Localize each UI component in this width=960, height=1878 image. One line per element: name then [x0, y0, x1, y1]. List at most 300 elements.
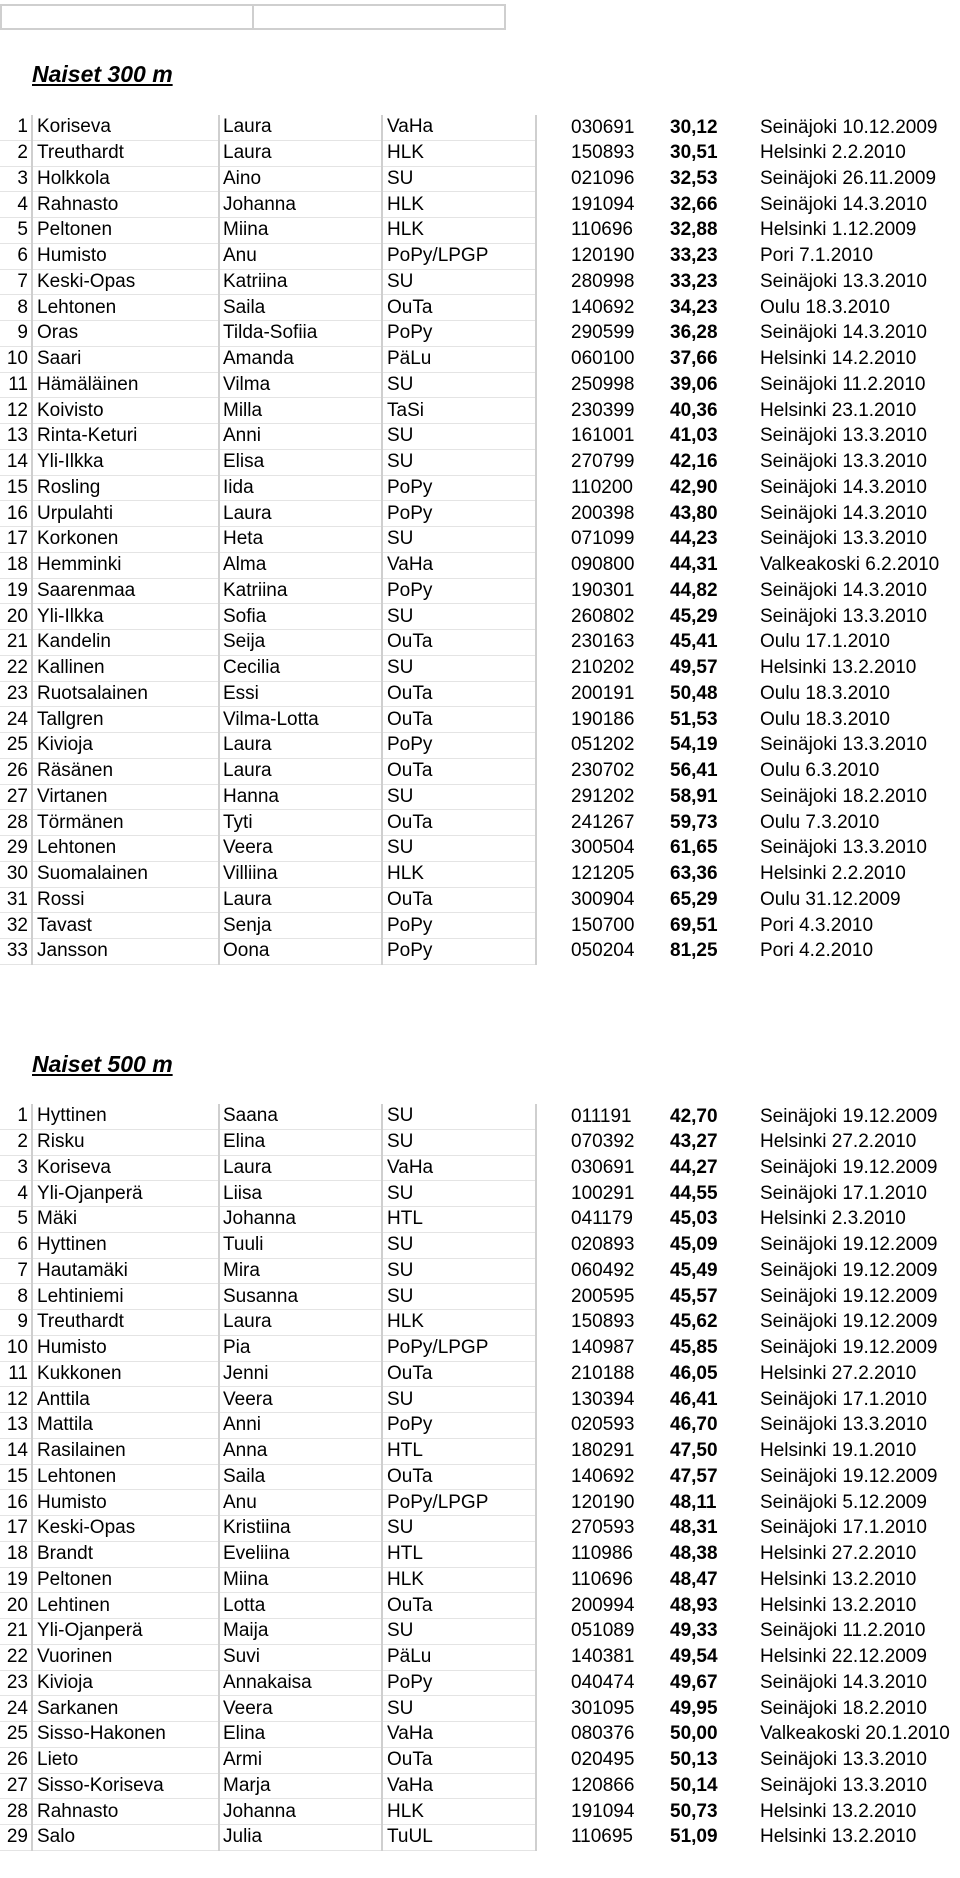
birthdate-cell: 301095 [571, 1697, 635, 1719]
time-cell: 49,95 [670, 1697, 718, 1719]
club-cell: TuUL [382, 1825, 536, 1851]
venue-date-cell: Helsinki 13.2.2010 [760, 1800, 917, 1822]
birthdate-cell: 230399 [571, 399, 635, 421]
rank-cell: 32 [0, 913, 32, 939]
result-row [0, 140, 959, 166]
rank-cell: 3 [0, 166, 32, 192]
time-cell: 39,06 [670, 373, 718, 395]
club-cell: PoPy [382, 475, 536, 501]
venue-date-cell: Seinäjoki 14.3.2010 [760, 502, 927, 524]
birthdate-cell: 210188 [571, 1362, 635, 1384]
rank-cell: 1 [0, 1104, 32, 1129]
result-row [0, 398, 959, 424]
result-row [0, 1387, 959, 1413]
result-row [0, 1773, 959, 1799]
result-row [0, 1413, 959, 1439]
firstname-cell: Milla [219, 398, 382, 424]
birthdate-cell: 071099 [571, 528, 635, 550]
rank-cell: 29 [0, 1825, 32, 1851]
birthdate-cell: 051202 [571, 734, 635, 756]
result-row [0, 218, 959, 244]
result-row [0, 655, 959, 681]
club-cell: SU [382, 269, 536, 295]
firstname-cell: Johanna [219, 1799, 382, 1825]
club-cell: SU [382, 1516, 536, 1542]
firstname-cell: Laura [219, 758, 382, 784]
lastname-cell: Sisso-Hakonen [32, 1722, 219, 1748]
rank-cell: 25 [0, 733, 32, 759]
rank-cell: 22 [0, 655, 32, 681]
birthdate-cell: 200994 [571, 1594, 635, 1616]
result-row [0, 1516, 959, 1542]
result-row [0, 527, 959, 553]
venue-date-cell: Seinäjoki 18.2.2010 [760, 1697, 927, 1719]
rank-cell: 24 [0, 707, 32, 733]
lastname-cell: Lehtonen [32, 1464, 219, 1490]
firstname-cell: Annakaisa [219, 1670, 382, 1696]
club-cell: SU [382, 527, 536, 553]
rank-cell: 2 [0, 1129, 32, 1155]
result-row [0, 552, 959, 578]
lastname-cell: Humisto [32, 1490, 219, 1516]
firstname-cell: Amanda [219, 346, 382, 372]
lastname-cell: Rinta-Keturi [32, 424, 219, 450]
lastname-cell: Hyttinen [32, 1232, 219, 1258]
club-cell: SU [382, 1284, 536, 1310]
lastname-cell: Lehtiniemi [32, 1284, 219, 1310]
venue-date-cell: Helsinki 14.2.2010 [760, 348, 917, 370]
firstname-cell: Miina [219, 218, 382, 244]
lastname-cell: Yli-Ojanperä [32, 1619, 219, 1645]
birthdate-cell: 051089 [571, 1620, 635, 1642]
firstname-cell: Essi [219, 681, 382, 707]
birthdate-cell: 110695 [571, 1826, 633, 1848]
time-cell: 56,41 [670, 760, 718, 782]
section-title-500m: Naiset 500 m [32, 1051, 173, 1077]
firstname-cell: Seija [219, 630, 382, 656]
result-row [0, 1541, 959, 1567]
result-row [0, 1335, 959, 1361]
club-cell: HLK [382, 192, 536, 218]
time-cell: 51,53 [670, 708, 718, 730]
result-row [0, 836, 959, 862]
club-cell: PäLu [382, 346, 536, 372]
rank-cell: 26 [0, 1747, 32, 1773]
venue-date-cell: Oulu 18.3.2010 [760, 682, 890, 704]
birthdate-cell: 300904 [571, 888, 635, 910]
venue-date-cell: Helsinki 13.2.2010 [760, 657, 917, 679]
time-cell: 44,23 [670, 528, 718, 550]
time-cell: 48,11 [670, 1491, 717, 1513]
result-row [0, 707, 959, 733]
result-row [0, 1490, 959, 1516]
lastname-cell: Tallgren [32, 707, 219, 733]
birthdate-cell: 080376 [571, 1723, 635, 1745]
firstname-cell: Maija [219, 1619, 382, 1645]
rank-cell: 21 [0, 630, 32, 656]
lastname-cell: Hautamäki [32, 1258, 219, 1284]
birthdate-cell: 140692 [571, 296, 635, 318]
lastname-cell: Saari [32, 346, 219, 372]
club-cell: HLK [382, 218, 536, 244]
birthdate-cell: 150700 [571, 914, 635, 936]
birthdate-cell: 150893 [571, 142, 635, 164]
club-cell: HLK [382, 1567, 536, 1593]
club-cell: SU [382, 1696, 536, 1722]
lastname-cell: Törmänen [32, 810, 219, 836]
time-cell: 58,91 [670, 785, 718, 807]
venue-date-cell: Pori 4.3.2010 [760, 914, 874, 936]
birthdate-cell: 040474 [571, 1671, 635, 1693]
rank-cell: 20 [0, 604, 32, 630]
birthdate-cell: 020495 [571, 1749, 635, 1771]
lastname-cell: Oras [32, 321, 219, 347]
lastname-cell: Koivisto [32, 398, 219, 424]
birthdate-cell: 191094 [571, 193, 635, 215]
time-cell: 50,13 [670, 1749, 718, 1771]
birthdate-cell: 060492 [571, 1259, 635, 1281]
result-row [0, 1619, 959, 1645]
venue-date-cell: Seinäjoki 17.1.2010 [760, 1388, 927, 1410]
firstname-cell: Julia [219, 1825, 382, 1851]
venue-date-cell: Seinäjoki 10.12.2009 [760, 116, 938, 138]
time-cell: 50,14 [670, 1774, 718, 1796]
top-grid-strip [0, 4, 506, 30]
result-row [0, 1644, 959, 1670]
firstname-cell: Anni [219, 424, 382, 450]
result-row [0, 1593, 959, 1619]
rank-cell: 33 [0, 939, 32, 965]
firstname-cell: Vilma [219, 372, 382, 398]
rank-cell: 25 [0, 1722, 32, 1748]
result-row [0, 1155, 959, 1181]
firstname-cell: Eveliina [219, 1541, 382, 1567]
venue-date-cell: Helsinki 23.1.2010 [760, 399, 917, 421]
birthdate-cell: 060100 [571, 348, 635, 370]
firstname-cell: Kristiina [219, 1516, 382, 1542]
birthdate-cell: 021096 [571, 167, 635, 189]
lastname-cell: Anttila [32, 1387, 219, 1413]
venue-date-cell: Helsinki 19.1.2010 [760, 1440, 917, 1462]
lastname-cell: Rahnasto [32, 1799, 219, 1825]
rank-cell: 3 [0, 1155, 32, 1181]
time-cell: 33,23 [670, 245, 718, 267]
lastname-cell: Rasilainen [32, 1438, 219, 1464]
firstname-cell: Laura [219, 733, 382, 759]
result-row [0, 1181, 959, 1207]
time-cell: 42,16 [670, 451, 718, 473]
birthdate-cell: 140381 [571, 1646, 635, 1668]
result-row [0, 501, 959, 527]
venue-date-cell: Seinäjoki 13.3.2010 [760, 425, 927, 447]
result-row [0, 295, 959, 321]
time-cell: 49,57 [670, 657, 718, 679]
venue-date-cell: Seinäjoki 14.3.2010 [760, 322, 927, 344]
birthdate-cell: 270799 [571, 451, 635, 473]
result-row [0, 784, 959, 810]
birthdate-cell: 290599 [571, 322, 635, 344]
firstname-cell: Laura [219, 1310, 382, 1336]
birthdate-cell: 140692 [571, 1465, 635, 1487]
birthdate-cell: 190301 [571, 579, 635, 601]
rank-cell: 24 [0, 1696, 32, 1722]
firstname-cell: Saana [219, 1104, 382, 1129]
time-cell: 81,25 [670, 940, 718, 962]
birthdate-cell: 280998 [571, 270, 635, 292]
club-cell: OuTa [382, 758, 536, 784]
lastname-cell: Salo [32, 1825, 219, 1851]
venue-date-cell: Valkeakoski 6.2.2010 [760, 554, 940, 576]
venue-date-cell: Seinäjoki 13.3.2010 [760, 1774, 927, 1796]
rank-cell: 18 [0, 552, 32, 578]
result-row [0, 243, 959, 269]
lastname-cell: Peltonen [32, 1567, 219, 1593]
firstname-cell: Anu [219, 243, 382, 269]
lastname-cell: Hyttinen [32, 1104, 219, 1129]
firstname-cell: Veera [219, 836, 382, 862]
birthdate-cell: 110696 [571, 219, 633, 241]
result-row [0, 372, 959, 398]
rank-cell: 9 [0, 321, 32, 347]
time-cell: 49,54 [670, 1646, 718, 1668]
time-cell: 32,53 [670, 167, 718, 189]
time-cell: 32,88 [670, 219, 718, 241]
result-row [0, 1670, 959, 1696]
venue-date-cell: Seinäjoki 11.2.2010 [760, 1620, 926, 1642]
venue-date-cell: Helsinki 13.2.2010 [760, 1594, 917, 1616]
results-table-500m [0, 1104, 960, 1851]
time-cell: 45,03 [670, 1208, 718, 1230]
firstname-cell: Alma [219, 552, 382, 578]
venue-date-cell: Seinäjoki 13.3.2010 [760, 1749, 927, 1771]
lastname-cell: Brandt [32, 1541, 219, 1567]
venue-date-cell: Oulu 18.3.2010 [760, 296, 890, 318]
firstname-cell: Laura [219, 1155, 382, 1181]
lastname-cell: Humisto [32, 243, 219, 269]
time-cell: 59,73 [670, 811, 718, 833]
lastname-cell: Kallinen [32, 655, 219, 681]
time-cell: 45,29 [670, 605, 718, 627]
rank-cell: 14 [0, 449, 32, 475]
rank-cell: 14 [0, 1438, 32, 1464]
lastname-cell: Keski-Opas [32, 269, 219, 295]
rank-cell: 6 [0, 1232, 32, 1258]
firstname-cell: Tilda-Sofiia [219, 321, 382, 347]
venue-date-cell: Pori 4.2.2010 [760, 940, 874, 962]
club-cell: PoPy [382, 1413, 536, 1439]
venue-date-cell: Seinäjoki 19.12.2009 [760, 1156, 938, 1178]
rank-cell: 28 [0, 1799, 32, 1825]
club-cell: PoPy [382, 578, 536, 604]
firstname-cell: Laura [219, 887, 382, 913]
birthdate-cell: 020593 [571, 1414, 635, 1436]
firstname-cell: Jenni [219, 1361, 382, 1387]
time-cell: 40,36 [670, 399, 718, 421]
birthdate-cell: 120190 [571, 245, 635, 267]
lastname-cell: Mattila [32, 1413, 219, 1439]
lastname-cell: Holkkola [32, 166, 219, 192]
time-cell: 48,31 [670, 1517, 718, 1539]
firstname-cell: Anu [219, 1490, 382, 1516]
result-row [0, 604, 959, 630]
lastname-cell: Kivioja [32, 1670, 219, 1696]
club-cell: HLK [382, 1310, 536, 1336]
result-row [0, 115, 959, 140]
firstname-cell: Pia [219, 1335, 382, 1361]
result-row [0, 192, 959, 218]
firstname-cell: Anni [219, 1413, 382, 1439]
rank-cell: 23 [0, 681, 32, 707]
lastname-cell: Hämäläinen [32, 372, 219, 398]
time-cell: 34,23 [670, 296, 718, 318]
club-cell: SU [382, 166, 536, 192]
venue-date-cell: Seinäjoki 13.3.2010 [760, 837, 927, 859]
time-cell: 46,70 [670, 1414, 718, 1436]
rank-cell: 17 [0, 527, 32, 553]
rank-cell: 5 [0, 218, 32, 244]
lastname-cell: Risku [32, 1129, 219, 1155]
firstname-cell: Veera [219, 1387, 382, 1413]
venue-date-cell: Helsinki 2.2.2010 [760, 863, 906, 885]
club-cell: SU [382, 372, 536, 398]
club-cell: SU [382, 449, 536, 475]
time-cell: 36,28 [670, 322, 718, 344]
lastname-cell: Yli-Ojanperä [32, 1181, 219, 1207]
club-cell: PoPy/LPGP [382, 243, 536, 269]
birthdate-cell: 120866 [571, 1774, 635, 1796]
firstname-cell: Elisa [219, 449, 382, 475]
empty-cell [253, 5, 505, 29]
club-cell: HLK [382, 140, 536, 166]
time-cell: 44,55 [670, 1182, 718, 1204]
firstname-cell: Marja [219, 1773, 382, 1799]
club-cell: TaSi [382, 398, 536, 424]
birthdate-cell: 300504 [571, 837, 635, 859]
birthdate-cell: 110696 [571, 1568, 633, 1590]
firstname-cell: Saila [219, 295, 382, 321]
birthdate-cell: 030691 [571, 1156, 635, 1178]
venue-date-cell: Helsinki 22.12.2009 [760, 1646, 927, 1668]
result-row [0, 424, 959, 450]
time-cell: 65,29 [670, 888, 718, 910]
venue-date-cell: Oulu 18.3.2010 [760, 708, 890, 730]
birthdate-cell: 120190 [571, 1491, 635, 1513]
rank-cell: 7 [0, 269, 32, 295]
result-row [0, 1464, 959, 1490]
rank-cell: 30 [0, 861, 32, 887]
club-cell: OuTa [382, 1593, 536, 1619]
rank-cell: 13 [0, 424, 32, 450]
venue-date-cell: Helsinki 2.2.2010 [760, 142, 906, 164]
firstname-cell: Oona [219, 939, 382, 965]
rank-cell: 15 [0, 475, 32, 501]
rank-cell: 12 [0, 1387, 32, 1413]
result-row [0, 346, 959, 372]
firstname-cell: Tuuli [219, 1232, 382, 1258]
rank-cell: 1 [0, 115, 32, 140]
birthdate-cell: 121205 [571, 863, 635, 885]
rank-cell: 19 [0, 1567, 32, 1593]
club-cell: OuTa [382, 1464, 536, 1490]
result-row [0, 578, 959, 604]
time-cell: 46,41 [670, 1388, 718, 1410]
venue-date-cell: Seinäjoki 13.3.2010 [760, 451, 927, 473]
lastname-cell: Hemminki [32, 552, 219, 578]
club-cell: SU [382, 1619, 536, 1645]
result-row [0, 861, 959, 887]
lastname-cell: Peltonen [32, 218, 219, 244]
rank-cell: 18 [0, 1541, 32, 1567]
time-cell: 50,73 [670, 1800, 718, 1822]
venue-date-cell: Helsinki 1.12.2009 [760, 219, 917, 241]
result-row [0, 1438, 959, 1464]
venue-date-cell: Seinäjoki 11.2.2010 [760, 373, 926, 395]
result-row [0, 1310, 959, 1336]
club-cell: HLK [382, 861, 536, 887]
birthdate-cell: 230163 [571, 631, 635, 653]
club-cell: SU [382, 1181, 536, 1207]
section-title-300m: Naiset 300 m [32, 61, 173, 87]
firstname-cell: Cecilia [219, 655, 382, 681]
firstname-cell: Johanna [219, 192, 382, 218]
venue-date-cell: Seinäjoki 14.3.2010 [760, 1671, 927, 1693]
club-cell: SU [382, 836, 536, 862]
lastname-cell: Rosling [32, 475, 219, 501]
rank-cell: 19 [0, 578, 32, 604]
club-cell: OuTa [382, 295, 536, 321]
rank-cell: 10 [0, 346, 32, 372]
result-row [0, 1696, 959, 1722]
time-cell: 48,93 [670, 1594, 718, 1616]
firstname-cell: Liisa [219, 1181, 382, 1207]
birthdate-cell: 150893 [571, 1311, 635, 1333]
firstname-cell: Katriina [219, 578, 382, 604]
lastname-cell: Lehtonen [32, 836, 219, 862]
club-cell: SU [382, 1129, 536, 1155]
lastname-cell: Koriseva [32, 1155, 219, 1181]
lastname-cell: Vuorinen [32, 1644, 219, 1670]
lastname-cell: Urpulahti [32, 501, 219, 527]
time-cell: 54,19 [670, 734, 718, 756]
rank-cell: 4 [0, 1181, 32, 1207]
lastname-cell: Jansson [32, 939, 219, 965]
firstname-cell: Armi [219, 1747, 382, 1773]
lastname-cell: Lehtonen [32, 295, 219, 321]
time-cell: 43,27 [670, 1131, 718, 1153]
birthdate-cell: 110986 [571, 1543, 633, 1565]
club-cell: SU [382, 1258, 536, 1284]
club-cell: OuTa [382, 1747, 536, 1773]
venue-date-cell: Oulu 31.12.2009 [760, 888, 901, 910]
result-row [0, 733, 959, 759]
club-cell: PoPy [382, 1670, 536, 1696]
lastname-cell: Koriseva [32, 115, 219, 140]
time-cell: 63,36 [670, 863, 718, 885]
time-cell: 37,66 [670, 348, 718, 370]
result-row [0, 1207, 959, 1233]
firstname-cell: Johanna [219, 1207, 382, 1233]
venue-date-cell: Seinäjoki 17.1.2010 [760, 1517, 927, 1539]
time-cell: 32,66 [670, 193, 718, 215]
rank-cell: 23 [0, 1670, 32, 1696]
birthdate-cell: 161001 [571, 425, 635, 447]
venue-date-cell: Oulu 7.3.2010 [760, 811, 880, 833]
lastname-cell: Kukkonen [32, 1361, 219, 1387]
lastname-cell: Virtanen [32, 784, 219, 810]
result-row [0, 630, 959, 656]
rank-cell: 27 [0, 1773, 32, 1799]
club-cell: PoPy [382, 733, 536, 759]
